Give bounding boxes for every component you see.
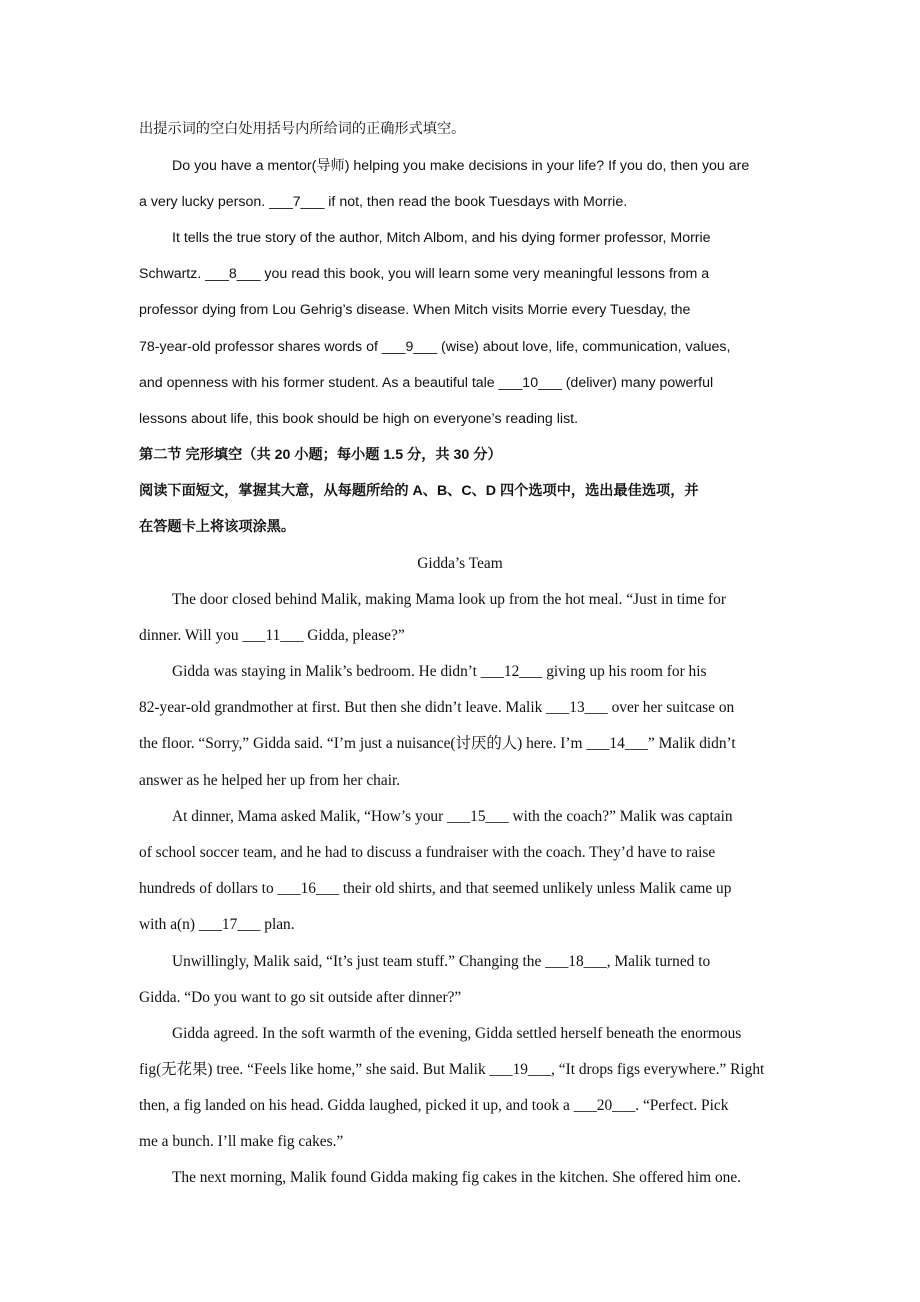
text-segment: giving up his room for his (542, 663, 707, 680)
passage1-line-8: lessons about life, this book should be high on everyone’s reading list. (139, 411, 579, 427)
story-line (139, 879, 731, 899)
blank-18: ___18___ (545, 953, 607, 970)
passage1-line-3: It tells the true story of the author, Mitch Albom, and his dying former professor, Morrie (172, 230, 711, 246)
text-segment: fig(无花果) tree. “Feels like home,” she said. But Malik (139, 1061, 490, 1078)
blank-13: ___13___ (546, 699, 608, 716)
blank-15: ___15___ (447, 808, 509, 825)
text-segment: , “It drops figs everywhere.” Right (551, 1061, 765, 1078)
text-segment: At dinner, Mama asked Malik, “How’s your (172, 808, 448, 825)
story-title: Gidda’s Team (417, 555, 503, 572)
blank-12: ___12___ (480, 663, 543, 680)
blank-11: ___11___ (242, 627, 304, 644)
text-segment: hundreds of dollars to (139, 880, 278, 897)
blank-19: ___19___ (489, 1061, 552, 1078)
passage1-line-6: 78-year-old professor shares words of ___9___ (wise) about love, life, communication, values, (139, 339, 731, 355)
story-line: me a bunch. I’ll make fig cakes.” (139, 1133, 344, 1150)
passage1-line-7: and openness with his former student. As a beautiful tale ___10___ (deliver) many powerful (139, 375, 714, 391)
story-line: Gidda. “Do you want to go sit outside after dinner?” (139, 989, 462, 1006)
story-line: The door closed behind Malik, making Mama look up from the hot meal. “Just in time for (172, 591, 726, 608)
text-segment: ” Malik didn’t (647, 735, 736, 752)
text-segment: Gidda, please?” (303, 627, 405, 644)
story-line (139, 698, 734, 718)
story-line (172, 662, 707, 682)
story-line (172, 952, 710, 972)
story-line (139, 734, 736, 754)
text-segment: their old shirts, and that seemed unlikely unless Malik came up (339, 880, 732, 897)
passage1-line-1: Do you have a mentor(导师) helping you make decisions in your life? If you do, then you are (172, 158, 750, 174)
passage1-line-4: Schwartz. ___8___ you read this book, you will learn some very meaningful lessons from a (139, 266, 710, 282)
section2-instruction-2: 在答题卡上将该项涂黑。 (139, 519, 296, 535)
story-line (139, 915, 295, 935)
text-segment: with a(n) (139, 916, 199, 933)
text-segment: then, a fig landed on his head. Gidda laughed, picked it up, and took a (139, 1097, 574, 1114)
text-segment: , Malik turned to (606, 953, 711, 970)
instructions-tail: 出提示词的空白处用括号内所给词的正确形式填空。 (139, 121, 466, 137)
blank-17: ___17___ (198, 916, 261, 933)
text-segment: the floor. “Sorry,” Gidda said. “I’m just a nuisance(讨厌的人) here. I’m (139, 735, 587, 752)
section2-instruction-1: 阅读下面短文，掌握其大意，从每题所给的 A、B、C、D 四个选项中，选出最佳选项，并 (139, 483, 699, 499)
story-line: answer as he helped her up from her chair. (139, 772, 401, 789)
story-line (172, 807, 733, 827)
story-line: Gidda agreed. In the soft warmth of the evening, Gidda settled herself beneath the enormous (172, 1025, 742, 1042)
text-segment: . “Perfect. Pick (635, 1097, 729, 1114)
blank-14: ___14___ (586, 735, 648, 752)
text-segment: with the coach?” Malik was captain (508, 808, 733, 825)
text-segment: Gidda was staying in Malik’s bedroom. He didn’t (172, 663, 481, 680)
text-segment: Unwillingly, Malik said, “It’s just team stuff.” Changing the (172, 953, 546, 970)
story-line: The next morning, Malik found Gidda making fig cakes in the kitchen. She offered him one. (172, 1169, 742, 1186)
text-segment: over her suitcase on (607, 699, 735, 716)
blank-16: ___16___ (277, 880, 340, 897)
blank-20: ___20___ (573, 1097, 636, 1114)
passage1-line-2: a very lucky person. ___7___ if not, then read the book Tuesdays with Morrie. (139, 194, 628, 210)
text-segment: dinner. Will you (139, 627, 243, 644)
passage1-line-5: professor dying from Lou Gehrig’s disease. When Mitch visits Morrie every Tuesday, the (139, 302, 691, 318)
story-line (139, 626, 405, 646)
text-segment: plan. (260, 916, 295, 933)
story-line (139, 1060, 764, 1080)
text-segment: 82-year-old grandmother at first. But then she didn’t leave. Malik (139, 699, 547, 716)
story-line: of school soccer team, and he had to discuss a fundraiser with the coach. They’d have to raise (139, 844, 716, 861)
story-line (139, 1096, 728, 1116)
section2-heading: 第二节 完形填空（共 20 小题；每小题 1.5 分，共 30 分） (139, 447, 502, 463)
